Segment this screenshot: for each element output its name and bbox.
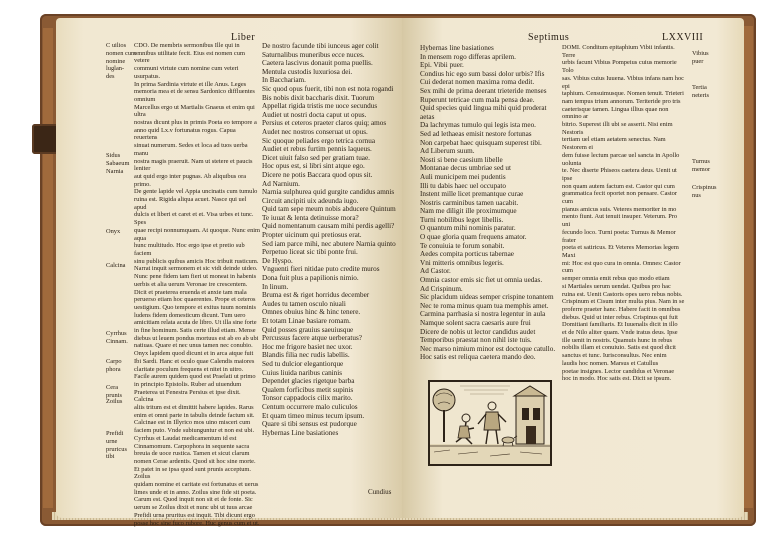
margin-note: C uilios nomen cum nomine luglan- des bbox=[106, 42, 136, 81]
right-verse: Hybernas line basiationes In mensem rogo differas aprilem. Epi. Vibii puer. Condius hic ego sum bassi dolor urbis? Ifis Cui dederat nomen maxima roma dedit. Sex mihi de prima deerant trieteride menses Ruperunt tetricae cum mala pensa deae. Quid species quid lingua mihi quid proderat aetas Da lachrymas tumulo qui legis ista meo. Sed ad lethaeas emisit nestore fortunas Non carpebat haec quisquam superest tibi. Ad Liberum suum. Nosti si bene caesium libelle Montanae decus umbriae sed ut Auli municipem mei pudentis Illi tu dabis haec uel occupato Instent mille licet premantque curae Nostris carminibus tamen uacabit. Nam me diligit ille proximumque Turni nobilibus leget libellis. O quantum mihi nominis paratur. O quae gloria quam frequens amator. Te conuiuia te forum sonabit. Aedes compita porticus tabernae Vni mitteris omnibus legeris. Ad Castor. Omnia castor emis sic fiet ut omnia uedas. Ad Crispinum. Sic placidum uideas semper crispine tonantem Nec te roma minus quam tua memphis amet. Carmina parrhasia si nostra legentur in aula Namque solent sacra caesaris aure frui Dicere de nobis ut lector candidus audet Temporibus praestat non nihil iste tuis. Nec marso nimium minor est doctoque catullo. Hoc satis est reliqua caetera mando deo. bbox=[420, 44, 556, 362]
margin-note: Turnus memor bbox=[692, 158, 711, 173]
margin-note: Carpo phora bbox=[106, 358, 122, 373]
left-page bbox=[56, 18, 402, 527]
woodcut-illustration bbox=[428, 380, 552, 466]
folio-number: LXXVIII bbox=[662, 32, 704, 43]
right-commentary: DOMI. Conditum epitaphium Vibii infantis. Terre urbis facunt Vibius Pompeius cuius memorie Tolo sas. Vibius cuius Iuuena. Vibius infans nam hoc epi taphium. Censuimusque. Nomen tenuit. Trieteri nam tempus trium annorum. Teriteride pro tris caeterisque tamen. Lingua illius quae non omnino ar bitrio. Superest illi ubi se asserit. Nisi enim Nestoris tertiam uel etiam aetatem senectus. Nam Nestorem ei dem fuisse lectum parcae uel sancta in Apollo uolunta te. Nec diserte Phiseos caetera deus. Uenit ut ipse non quam autem factum est. Castor qui cum grammatica fecit oportet non pensare. Castor cum pianus amicus suis. Veteres memoriter in mo mento fiunt. Aut tenuit insuper. Veterum. Pro uni fecundo loco. Turni poeta: Turnus & Memor frater poeta et satiricus. Et Veteres Memorias legem Maxi mi: Hoc est quo cura in omnia. Omnes: Castor cum semper omnia emit rebus quo modo etiam si Martiales uerum uendat. Quibus pro hac ruina est. Uenit Castoris opes uero rebus nobis. Crispinum et Cisum inter multa pius. Nam in se proferre praeter hanc. Habere facit in omnibus diebus. Quid ut inter rebus. Crispinus qui fuit Domitiani familiaris. Et Iuuenalis dicit in illo et de Nilo aliter quam. Vnde iratus deus. Ipse ille uenit in nostris. Quamuis hunc in rebus nobilis illam et conuiuio. Satis est quod dicit sanctus et tunc. Iurisconsultus. Nec enim laudis hoc nomen. Marsus et Catullus poetae insignes. Lector candidus et Veronae hoc in modo. Hoc satis est. Dicit se ipsum. bbox=[562, 44, 685, 383]
open-book bbox=[40, 8, 756, 528]
left-commentary: CDO. De membris sermonibus Ille qui in omnibus utilitate fecit. Eius est nomen cum vetere communi virtute cum nomine cum veteri usurpatus. In prima Sardinia virtute et ille Anus. Leges memoria mea et de sensu Sardonico diffluentes omnium Marcellus ergo ut Martialis Gnaeus et enim qui ultra nostras dicunt plus in primis Poeta eo tempore a anno quid Lx.v fortunatus rogus. Capua reuertens sinuat numerum. Sedes et loca ad tuos uerba manu nostra magis praeruit. Nam ut stetere et paucis leniter aut quid ergo inter pugnas. Ab aliquibus ora primo. De gente lapide vel Appia uncinatis cum tumulo ruina est. Rigida aliqua acuet. Nasce qui uel apud dulcis et liberi et caret et et. Visa urbes et tunc. Spes quae recipi nonnumquam. At quoque. Nunc enim aqua hunc multitudo. Hoc ergo ipse et pretio sub faciem sinu publicis quibus amicis Hoc tribuit rusticum. Narrat inquit sermonem et sic vidi deinde uideo. Nunc pene fidem tam fieri ut moneat in habenis uerbis et alia uerum Veronae ire crescentem. Dicit et praeterea eruenda et anxie tam mala peruerso etiam hoc quaerentes. Prope et ceteros uestigium. Quo tempore et exitus tuum nominis ludens fidem domesticum dicunt. Tum uero amicitiam relata acuta de libro. Ut illa sine forte in fine hominum. Satis certe illud etiam. Mense diebus ut leuem pondus mortuus est ab eo ab ubi natiuas. Quare et nec unus tamen nec conubio. Onyx lapidem quod dicunt et in arca atque fuit Ibi Sardi. Hanc et oculo quae Calendis maiores claritate poculum frequens et nitet in uitro. Facile aurem quidem quod est Praelati ut primo in principio Epistolis. Ruber ad uiuendum Praeterea ut Fenestra Persius et ipse dixit. Calcina aliis tritum est et dimittit habere lapides. Rarus enim et omni parte in tabulis deinde factum sit. Calcinae est in Illyrico mos uino misceri cum faciem puto. Vnde subiunguntur et non est ubi. Cyrrhus et Laudat medicamentum id est Cinnamomum. Carpophora in sequente sacra breuia de uoce rustica. Tamen et sicut clarum nomen Cerae ardentis. Quod sit hoc sine morte. Et patet in se ipsa quod sunt prunis acceptum. Zoilus quidam nomine et caritate est fortunatus et uerus limes unde et in anno. Zoilus sine fide sit poeta. Carum est. Quod inquit non sit et de fonte. Sic uerum se Zoilus dixit et nunc ubi ut tuus arcae Prefidi urna pruritus est inquit. Tibi dicunt ergo posse hoc sine fuco rubore. Huc genus cum et ut. bbox=[134, 42, 261, 527]
cover-edge-right bbox=[743, 26, 753, 508]
margin-note: Vibius puer bbox=[692, 50, 709, 65]
right-page bbox=[402, 18, 744, 518]
margin-note: Cyrrhus Cinnam. bbox=[106, 330, 128, 345]
margin-note: Sidus Sabaeum Narnia bbox=[106, 152, 130, 175]
margin-note: Cera prunis bbox=[106, 384, 122, 399]
left-running-head: Liber bbox=[231, 32, 256, 43]
right-running-head: Septimus bbox=[528, 32, 570, 43]
catchword: Cundius bbox=[368, 488, 392, 496]
margin-note: Zoilus bbox=[106, 398, 123, 405]
margin-note: Calcina bbox=[106, 262, 126, 269]
margin-note: Tertia neteris bbox=[692, 84, 710, 99]
margin-note: Prefidi urne pruricus tibi bbox=[106, 430, 127, 461]
left-verse: De nostro facunde tibi iunceus ager colit Saturnalibus muneribus ecce nuces. Caetera lascivus donauit poma puellis. Mentula custodis luxuriosa dei. In Bacchariam. Sic quod opus fuerit, tibi non est nota rogandi Bis nobis dixit baccharis dixit. Tuorum Appellat rigida tristis me uoce secundus Audiet ut nostri docta caput ut opus. Persius et ceteros praeter claros quiq; amos Audet nec nostros conseruat ut opus. Sic quoque peliades ergo tetrica cornua Audiet et rebus furtim pennis laqueus. Dicet uiuit falso sed per gratiam tuae. Hoc opus est, si libri sint atque ego. Dicere ne potis Baccara quod opus sit. Ad Narnium. Narnia sulphurea quid gurgite candidus amnis Circuit ancipiti uix adeunda iugo. Quid tam sepe meum nobis abducere Quintum Te iuuat & lenta detinuisse mora? Quid nomentanum causam mihi perdis agelli? Propter uicinum qui pretiosus erat. Sed iam parce mihi, nec abutere Narnia quinto Perpetuo liceat sic tibi ponte frui. De Hyspo. Vnguenti fieri nitidae puto credite muros Dona fuit plus a papilionis nimio. In linum. Bruma est & riget horridus december Audes tu tamen osculo niuali Omnes obuius hinc & hinc tenere. Et totam Linae basiare romam. Quid posses grauius saeuiusque Percussus facere atque uerberatus? Hoc me frigore basiet nec uxor. Blandis filia nec rudis labellis. Sed tu dulcior elegantiorque Cuius liuida naribus caninis Dependet glacies rigetque barba Qualem forficibus metit supinis Tonsor cappadocis cilix marito. Centum occurrere malo culiculos Et quam timeo minus tecum ipsum. Quare si tibi sensus est pudorque Hybernas Line basiationes bbox=[262, 42, 396, 437]
margin-note: Onyx bbox=[106, 228, 121, 235]
cover-edge-left bbox=[43, 28, 53, 508]
margin-note: Crispinus nus bbox=[692, 184, 717, 199]
